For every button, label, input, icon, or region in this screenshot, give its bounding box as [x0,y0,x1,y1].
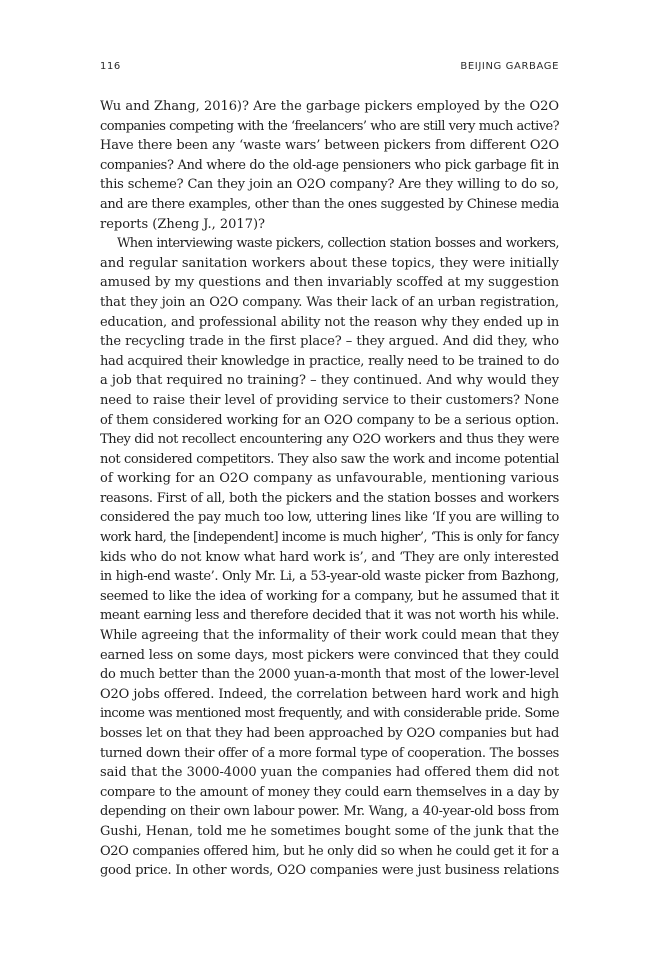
text-line: depending on their own labour power. Mr. Wang, a 40-year-old boss from [100,804,559,820]
text-line: Gushi, Henan, told me he sometimes bought some of the junk that the [100,823,559,839]
text-line: Have there been any ‘waste wars’ between pickers from different O2O [100,138,559,154]
text-line: reports (Zheng J., 2017)? [100,216,266,232]
text-line: education, and professional ability not the reason why they ended up in [100,314,559,330]
text-line: of them considered working for an O2O company to be a serious option. [100,412,559,428]
text-line: O2O jobs offered. Indeed, the correlation between hard work and high [100,686,559,702]
text-line: O2O companies offered him, but he only did so when he could get it for a [100,843,559,859]
text-line: good price. In other words, O2O companies were just business relations [100,863,559,879]
text-line: this scheme? Can they join an O2O company? Are they willing to do so, [100,177,559,193]
text-line: and regular sanitation workers about these topics, they were initially [100,255,559,271]
text-line: seemed to like the idea of working for a company, but he assumed that it [100,588,559,604]
text-line: kids who do not know what hard work is’, and ‘They are only interested [100,549,559,565]
text-line: compare to the amount of money they could earn themselves in a day by [100,784,559,800]
text-line: They did not recollect encountering any O2O workers and thus they were [100,432,559,448]
text-line: that they join an O2O company. Was their lack of an urban registration, [100,294,559,310]
text-line: and are there examples, other than the ones suggested by Chinese media [100,196,559,212]
page-number: 116 [100,61,121,72]
text-line: not considered competitors. They also saw the work and income potential [100,451,559,467]
running-header [100,61,559,77]
text-line: meant earning less and therefore decided that it was not worth his while. [100,608,559,624]
text-line: bosses let on that they had been approached by O2O companies but had [100,726,559,741]
text-line: Wu and Zhang, 2016)? Are the garbage pickers employed by the O2O [100,99,559,114]
text-line: amused by my questions and then invariably scoffed at my suggestion [100,275,559,291]
text-line: companies competing with the ‘freelancers’ who are still very much active? [100,118,559,134]
text-line: When interviewing waste pickers, collection station bosses and workers, [117,236,559,252]
body-text [100,97,559,881]
text-line: need to raise their level of providing service to their customers? None [100,392,559,408]
text-line: do much better than the 2000 yuan-a-month that most of the lower-level [100,667,559,683]
text-line: companies? And where do the old-age pensioners who pick garbage fit in [100,157,559,173]
paragraph [100,234,559,881]
text-line: work hard, the [independent] income is much higher’, ‘This is only for fancy [100,530,559,546]
text-line: turned down their offer of a more formal type of cooperation. The bosses [100,745,559,761]
text-line: the recycling trade in the first place? – they argued. And did they, who [100,334,559,350]
text-line: While agreeing that the informality of their work could mean that they [100,628,559,644]
text-line: of working for an O2O company as unfavourable, mentioning various [100,471,559,487]
paragraph [100,97,559,234]
text-line: said that the 3000-4000 yuan the companies had offered them did not [100,765,559,781]
text-line: earned less on some days, most pickers were convinced that they could [100,647,559,663]
running-title: BEIJING GARBAGE [460,61,559,72]
text-line: had acquired their knowledge in practice, really need to be trained to do [100,353,559,369]
text-line: a job that required no training? – they continued. And why would they [100,373,559,389]
text-line: considered the pay much too low, uttering lines like ‘If you are willing to [100,510,559,526]
text-line: income was mentioned most frequently, and with considerable pride. Some [100,706,559,722]
text-line: reasons. First of all, both the pickers and the station bosses and workers [100,490,559,506]
text-line: in high-end waste’. Only Mr. Li, a 53-year-old waste picker from Bazhong, [100,569,559,585]
